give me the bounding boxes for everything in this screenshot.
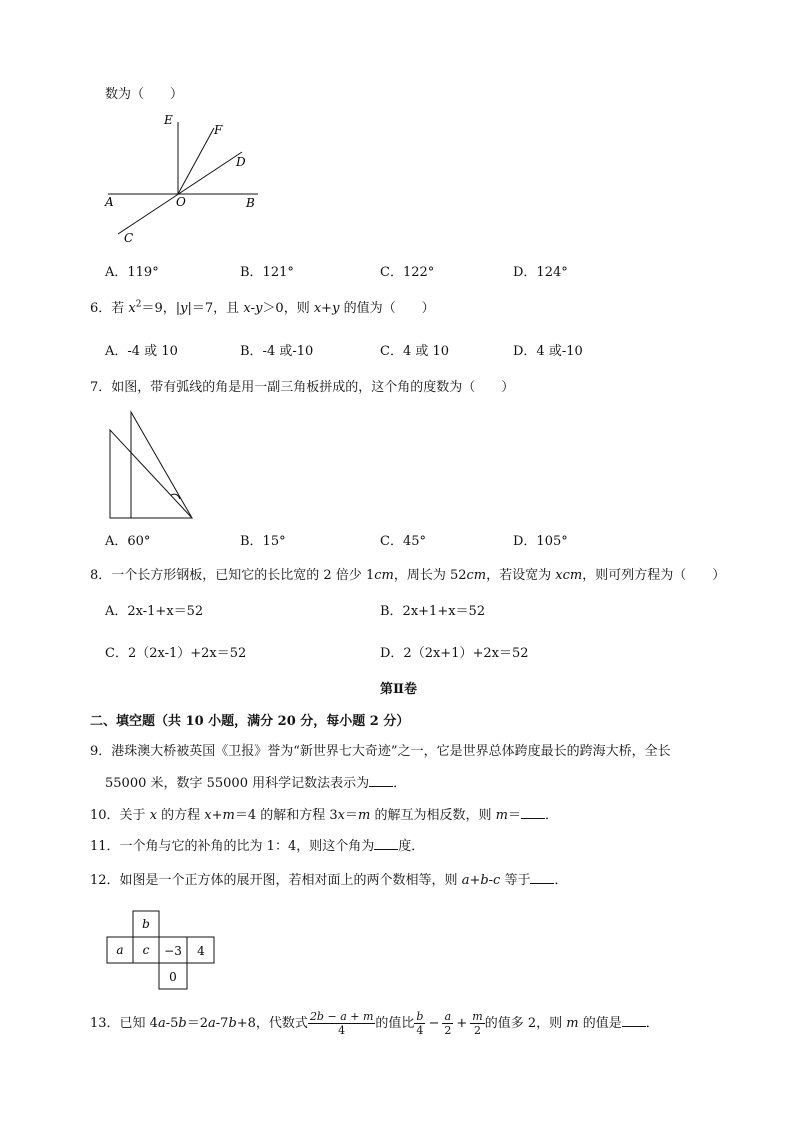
q7-option-a: A．60° — [105, 534, 151, 549]
part2-heading: 二、填空题（共 10 小题，满分 20 分，每小题 2 分） — [90, 714, 410, 729]
q8-option-c: C．2（2x-1）+2x＝52 — [105, 646, 247, 661]
q8-option-a: A．2x-1+x＝52 — [105, 604, 204, 619]
q7-option-c: C．45° — [380, 534, 426, 549]
cube-net-figure — [106, 910, 218, 990]
q6-option-c: C．4 或 10 — [380, 344, 450, 359]
q5-option-d: D．124° — [513, 265, 568, 280]
answer-blank — [530, 871, 554, 884]
q6-option-a: A．-4 或 10 — [105, 344, 178, 359]
net-cell-b: b — [142, 917, 150, 931]
q5-option-c: C．122° — [380, 265, 435, 280]
fraction-1: $\frac{2b - a + m}{4}$ — [309, 1010, 374, 1037]
q9-line2: 55000 米，数字 55000 用科学记数法表示为 ． — [105, 776, 407, 791]
net-cell-c: c — [142, 943, 150, 957]
fraction-4: $\frac{m}{2}$ — [472, 1010, 483, 1037]
section-title: 第Ⅱ卷 — [380, 682, 417, 697]
label-O: O — [176, 195, 186, 209]
label-C: C — [124, 231, 134, 245]
fraction-3: $\frac{a}{2}$ — [444, 1010, 452, 1037]
net-cell-neg3: −3 — [164, 944, 182, 958]
q12-stem: 12．如图是一个正方体的展开图，若相对面上的两个数相等，则 a+b-c 等于 ． — [90, 873, 568, 888]
label-F: F — [214, 123, 223, 137]
q11-stem: 11．一个角与它的补角的比为 1：4，则这个角为 度． — [90, 839, 425, 854]
q7-stem: 7．如图，带有弧线的角是用一副三角板拼成的，这个角的度数为（ ） — [90, 380, 515, 395]
q9-line1: 9．港珠澳大桥被英国《卫报》誉为“新世界七大奇迹”之一，它是世界总体跨度最长的跨海大桥，全长 — [90, 744, 671, 759]
q7-option-b: B．15° — [240, 534, 286, 549]
q7-option-d: D．105° — [513, 534, 568, 549]
label-D: D — [236, 155, 246, 169]
net-cell-0: 0 — [169, 970, 177, 984]
answer-blank — [521, 806, 545, 819]
q5-stem-tail: 数为（ ） — [105, 87, 184, 102]
label-E: E — [164, 113, 173, 127]
answer-blank — [369, 774, 393, 787]
net-cell-4: 4 — [197, 944, 205, 958]
q10-stem: 10．关于 x 的方程 x+m＝4 的解和方程 3x＝m 的解互为相反数，则 m＝ ． — [90, 808, 558, 823]
q8-option-d: D．2（2x+1）+2x＝52 — [380, 646, 529, 661]
net-cell-a: a — [116, 943, 124, 957]
q7-set-squares-figure — [104, 408, 200, 524]
q5-option-b: B．121° — [240, 265, 294, 280]
q5-option-a: A．119° — [105, 265, 159, 280]
q8-stem: 8．一个长方形钢板，已知它的长比宽的 2 倍少 1cm，周长为 52cm，若设宽为 xcm，则可列方程为（ ） — [90, 568, 726, 583]
answer-blank — [374, 837, 398, 850]
fraction-2: $\frac{b}{4}$ — [416, 1010, 424, 1037]
q5-angle-figure — [100, 108, 270, 250]
answer-blank — [622, 1014, 646, 1027]
q6-stem: 6．若 $x^2=9$，|y|＝7，且 x-y＞0，则 x+y 的值为（ ） — [90, 299, 435, 316]
q8-option-b: B．2x+1+x＝52 — [380, 604, 486, 619]
q6-option-b: B．-4 或-10 — [240, 344, 314, 359]
q6-option-d: D．4 或-10 — [513, 344, 583, 359]
label-B: B — [246, 196, 255, 210]
q13-stem: 13．已知 4a-5b＝2a-7b+8，代数式 $\frac{2b - a + m}{4}$ 的值比 $\frac{b}{4}$ − $\frac{a}{2}$ + $\frac{m}{2}$ 的值多 2，则 m 的值是 ． — [90, 1010, 659, 1037]
label-A: A — [105, 195, 114, 209]
